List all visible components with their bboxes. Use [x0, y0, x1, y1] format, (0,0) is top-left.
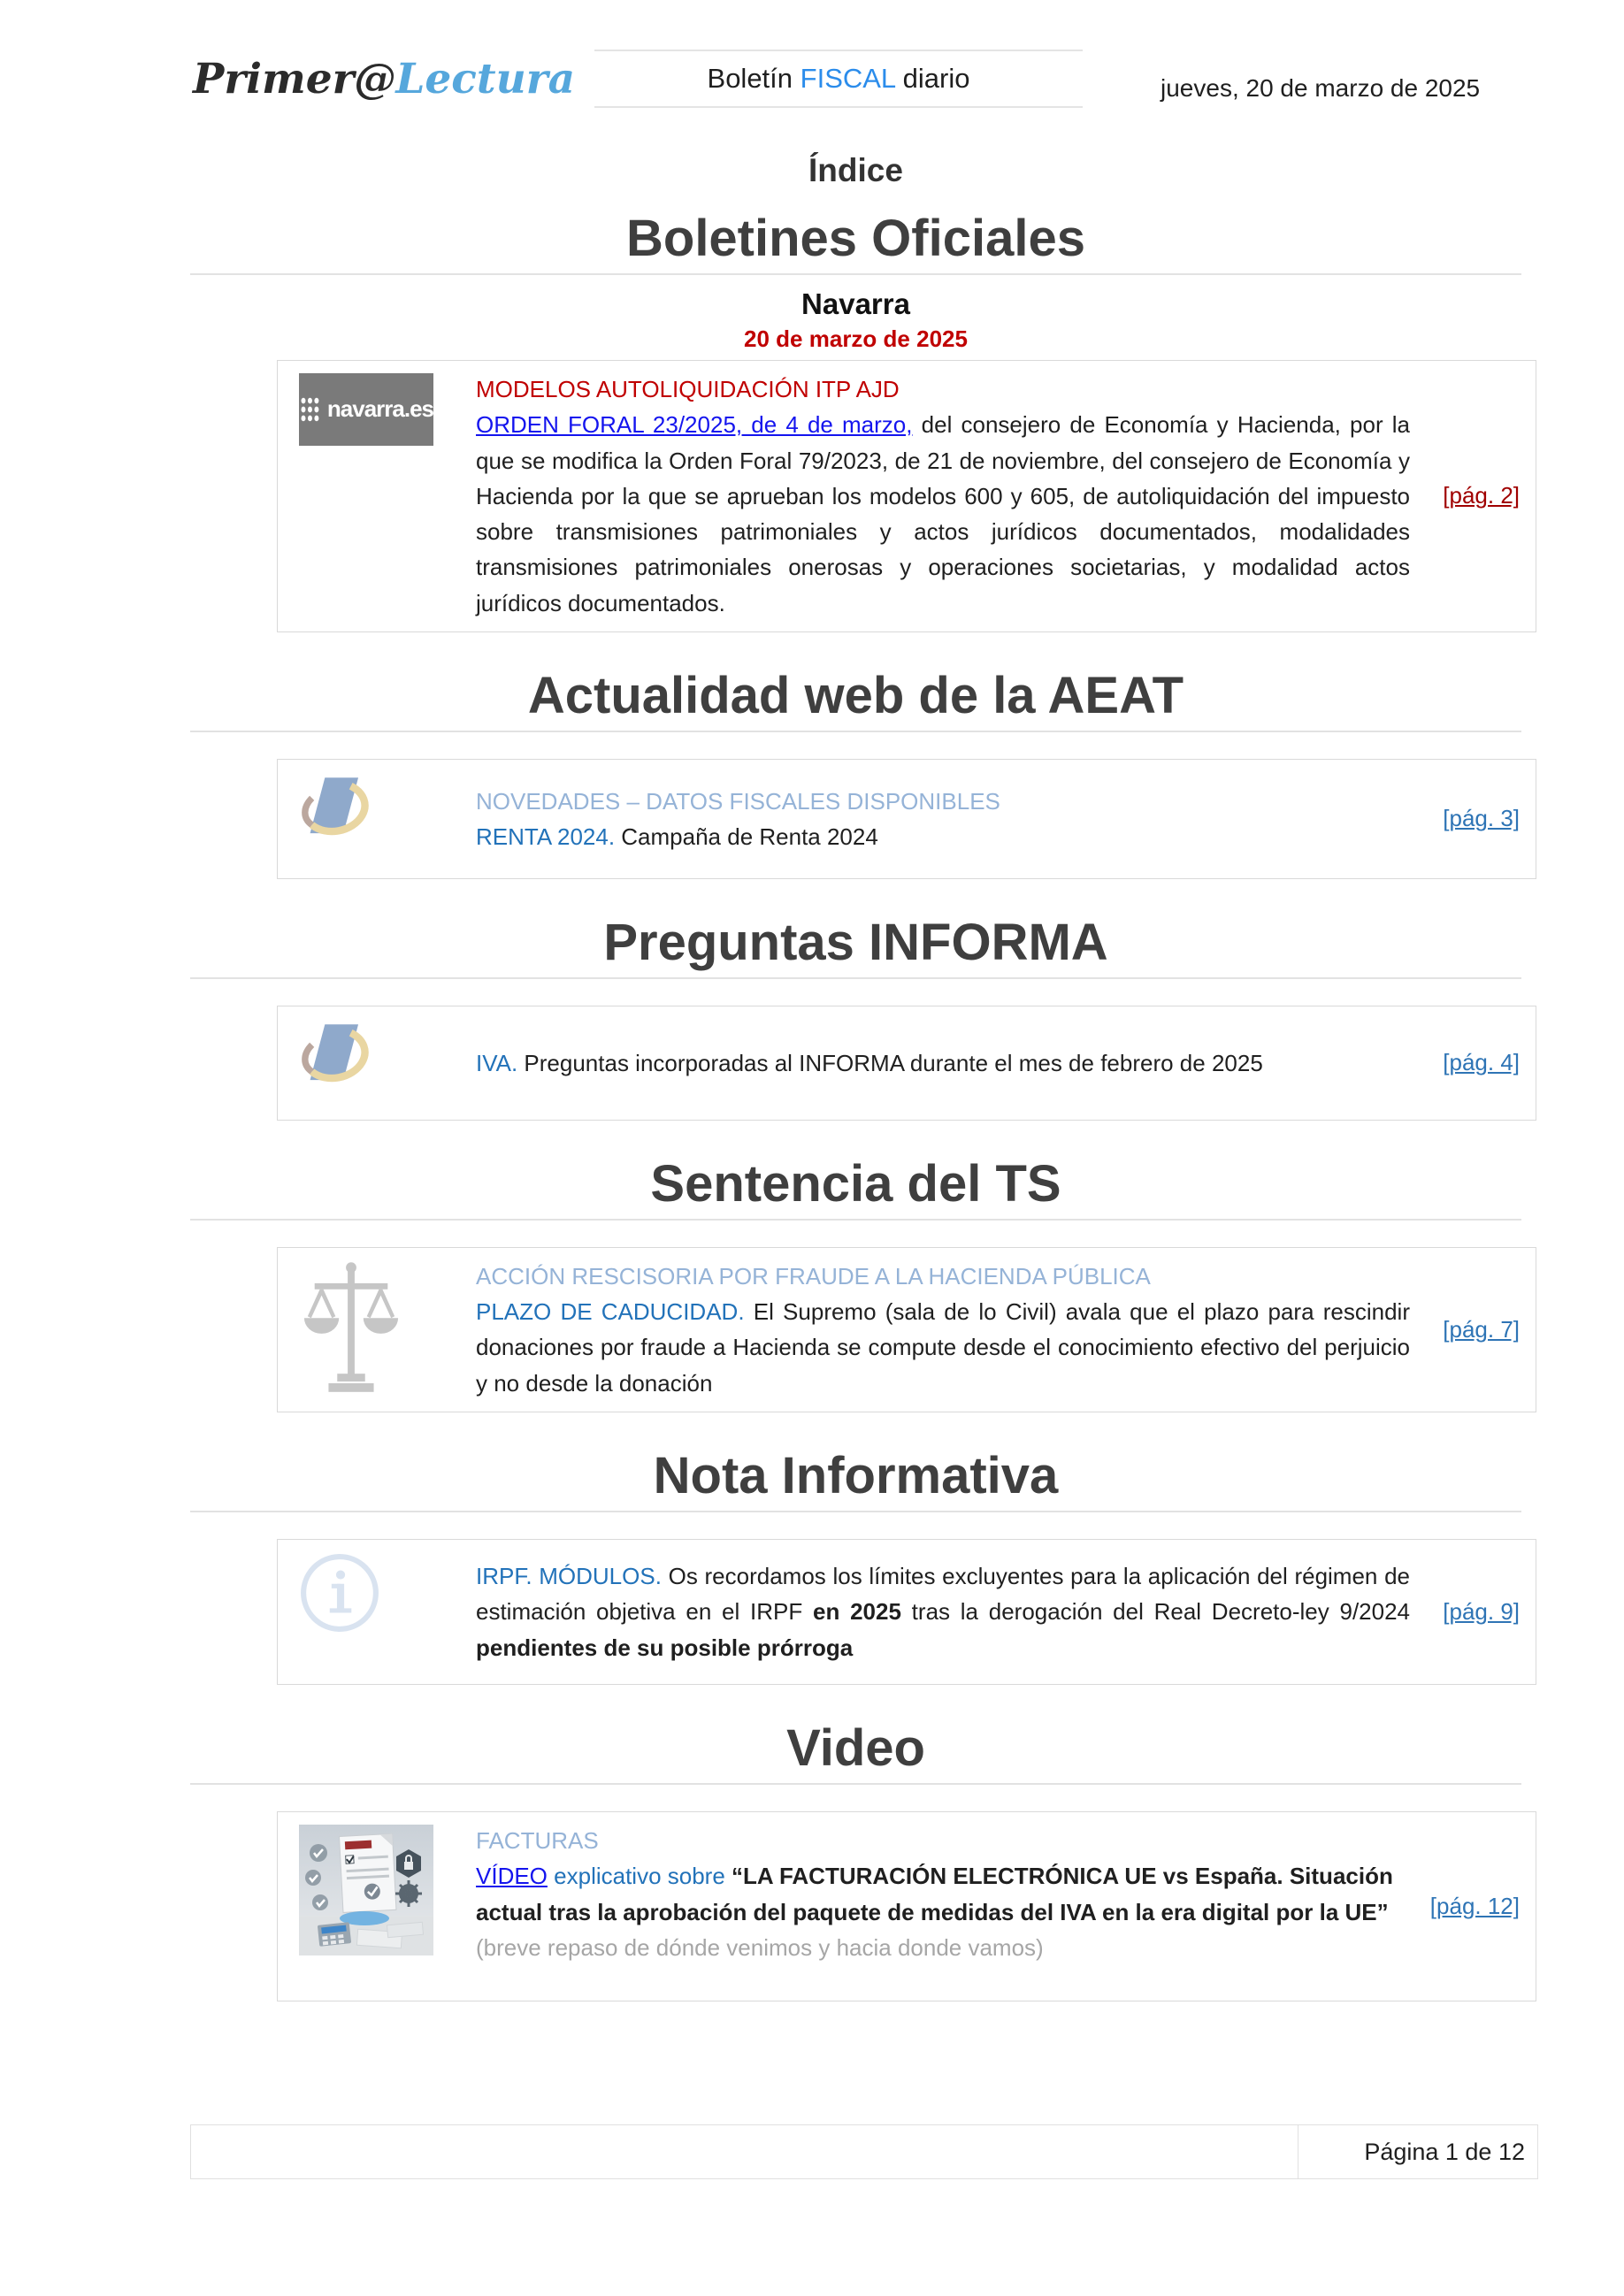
article-text	[476, 1823, 1410, 1965]
article-text	[476, 784, 1410, 855]
section-title-sentencia: Sentencia del TS	[650, 1154, 1061, 1213]
section-divider	[190, 1511, 1521, 1512]
video-thumbnail	[299, 1825, 476, 1955]
section-title-video: Video	[786, 1719, 925, 1778]
masthead-post: diario	[895, 63, 970, 94]
article-card-informa	[277, 1006, 1536, 1121]
article-text	[476, 371, 1410, 621]
article-text	[476, 1045, 1410, 1081]
article-kicker: NOVEDADES – DATOS FISCALES DISPONIBLES	[476, 787, 1000, 815]
page-ref-link-7[interactable]: [pág. 7]	[1443, 1315, 1520, 1343]
article-lead: IRPF. MÓDULOS.	[476, 1563, 662, 1590]
brand-logo-primary: Primer@	[193, 55, 396, 103]
section-divider	[190, 1219, 1521, 1221]
page-ref-link-9[interactable]: [pág. 9]	[1443, 1598, 1520, 1626]
article-card-boletines	[277, 360, 1536, 632]
article-card-video	[277, 1811, 1536, 2001]
article-bold-1: en 2025	[813, 1598, 901, 1626]
info-circle-icon	[299, 1552, 476, 1634]
source-cell	[290, 1017, 476, 1097]
source-cell	[290, 770, 476, 850]
page-ref-link-4[interactable]: [pág. 4]	[1443, 1049, 1520, 1076]
source-cell	[290, 1259, 476, 1400]
article-card-nota	[277, 1539, 1536, 1685]
article-card-aeat-web	[277, 759, 1536, 879]
section-title-nota: Nota Informativa	[653, 1447, 1059, 1505]
page-number-label: Página 1 de 12	[1364, 2138, 1525, 2165]
page-ref-cell	[1410, 1823, 1523, 1990]
section-divider	[190, 731, 1521, 732]
navarra-logo	[299, 373, 433, 446]
section-title-boletines: Boletines Oficiales	[626, 210, 1085, 267]
region-date: 20 de marzo de 2025	[744, 325, 968, 352]
page-ref-cell	[1410, 1017, 1523, 1109]
article-summary: El Supremo (sala de lo Civil) avala que el plazo para rescindir donaciones por fraude a Hacienda se compute desde el conocimiento efectivo del perjuicio y no desde la donación	[476, 1298, 1410, 1397]
source-cell	[290, 1823, 476, 1955]
masthead-accent: FISCAL	[800, 63, 896, 94]
article-lead: explicativo sobre	[547, 1863, 732, 1890]
navarra-dots-icon	[299, 392, 321, 427]
page-ref-link-3[interactable]: [pág. 3]	[1443, 805, 1520, 832]
article-summary: Preguntas incorporadas al INFORMA durante el mes de febrero de 2025	[517, 1049, 1263, 1076]
brand-logo	[193, 55, 575, 103]
section-title-aeat-web: Actualidad web de la AEAT	[527, 667, 1184, 725]
brand-logo-secondary: Lectura	[395, 55, 576, 103]
article-text	[476, 1259, 1410, 1401]
article-lead: IVA.	[476, 1049, 518, 1076]
index-title: Índice	[808, 152, 903, 188]
article-headline: MODELOS AUTOLIQUIDACIÓN ITP AJD	[476, 375, 900, 402]
navarra-logo-label: navarra.es	[326, 395, 433, 423]
page-ref-cell	[1410, 770, 1523, 868]
issue-date: jueves, 20 de marzo de 2025	[1161, 74, 1481, 102]
article-kicker: FACTURAS	[476, 1826, 599, 1854]
aeat-logo-icon	[299, 772, 476, 850]
section-title-informa: Preguntas INFORMA	[603, 913, 1108, 971]
page-footer	[190, 2124, 1538, 2179]
section-divider	[190, 273, 1521, 275]
article-quote: “LA FACTURACIÓN ELECTRÓNICA UE vs España. Situación actual tras la aprobación del paquete de medidas del IVA en la era digital por la UE”	[476, 1863, 1393, 1925]
article-kicker: ACCIÓN RESCISORIA POR FRAUDE A LA HACIENDA PÚBLICA	[476, 1262, 1151, 1290]
section-divider	[190, 977, 1521, 979]
page-ref-cell	[1410, 1259, 1523, 1401]
source-cell	[290, 1550, 476, 1634]
page-ref-cell	[1410, 371, 1523, 621]
article-bold-2: pendientes de su posible prórroga	[476, 1634, 854, 1661]
source-cell	[290, 371, 476, 446]
article-text	[476, 1558, 1410, 1665]
page-ref-link-12[interactable]: [pág. 12]	[1429, 1892, 1520, 1919]
article-summary: del consejero de Economía y Hacienda, por la que se modifica la Orden Foral 79/2023, de 21 de noviembre, del consejero de Economía y Hacienda por la que se aprueban los modelos 600 y 605, de autoliquidación del impuesto sobre transmisiones patrimoniales y actos jurídicos documentados, modalidades transmisiones patrimoniales onerosas y operaciones societarias, y modalidad actos jurídicos documentados.	[476, 411, 1411, 616]
scales-of-justice-icon	[299, 1260, 476, 1400]
article-lead: PLAZO DE CADUCIDAD.	[476, 1298, 745, 1326]
region-name: Navarra	[801, 287, 910, 320]
masthead-title	[594, 50, 1083, 108]
footer-spacer-cell	[191, 2125, 1298, 2178]
video-link[interactable]: VÍDEO	[476, 1863, 548, 1890]
article-summary-1: Os recordamos los límites excluyentes para la aplicación del régimen de estimación objetiva en el IRPF	[476, 1563, 1410, 1626]
page-ref-link-2[interactable]: [pág. 2]	[1443, 482, 1520, 509]
masthead-pre: Boletín	[707, 63, 801, 94]
section-divider	[190, 1783, 1521, 1785]
article-card-sentencia	[277, 1247, 1536, 1412]
article-summary-2: tras la derogación del Real Decreto-ley 9/2024	[900, 1598, 1411, 1626]
article-summary: Campaña de Renta 2024	[615, 823, 878, 850]
article-lead: RENTA 2024.	[476, 823, 616, 850]
page-ref-cell	[1410, 1550, 1523, 1673]
aeat-logo-icon	[299, 1019, 476, 1097]
orden-foral-link[interactable]: ORDEN FORAL 23/2025, de 4 de marzo,	[476, 411, 913, 439]
article-muted-note: (breve repaso de dónde venimos y hacia donde vamos)	[476, 1933, 1044, 1961]
